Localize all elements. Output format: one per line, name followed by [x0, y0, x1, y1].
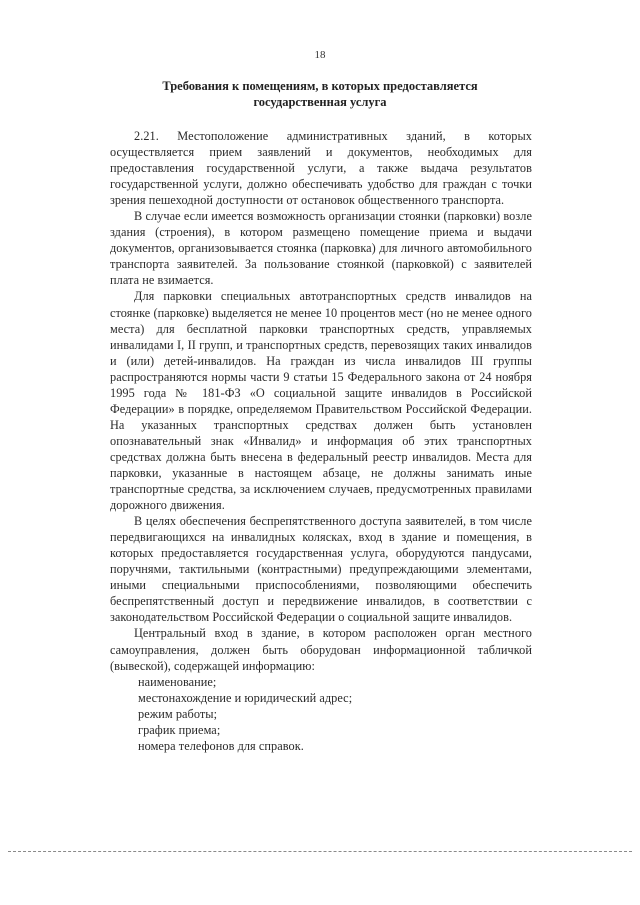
list-item: местонахождение и юридический адрес;: [138, 690, 353, 705]
paragraph-parking: В случае если имеется возможность организации стоянки (парковки) возле здания (строения), в котором размещено помещение приема и выдачи документов, организовывается стоянка (парковка) для личного автомобильного транспорта заявителей. За пользование стоянкой (парковкой) с заявителей плата не взимается.: [110, 209, 532, 288]
list-item: наименование;: [138, 674, 217, 689]
paragraph-entrance-sign: Центральный вход в здание, в котором расположен орган местного самоуправления, должен быть оборудован информационной табличкой (вывеской), содержащей информацию:: [110, 626, 532, 673]
list-item: график приема;: [138, 722, 221, 737]
paragraph-accessibility: В целях обеспечения беспрепятственного доступа заявителей, в том числе передвигающихся на инвалидных колясках, вход в здание и помещения, в которых предоставляется государственная услуга, оборудуются пандусами, поручнями, тактильными (контрастными) предупреждающими элементами, иными специальными приспособлениями, позволяющими обеспечить беспрепятственный доступ и передвижение инвалидов, в соответствии с законодательством Российской Федерации о социальной защите инвалидов.: [110, 514, 532, 625]
section-title: [100, 78, 540, 110]
sign-info-list: [110, 674, 532, 754]
body-text: [110, 128, 532, 754]
bottom-divider: [8, 851, 632, 852]
paragraph-disabled-parking: Для парковки специальных автотранспортных средств инвалидов на стоянке (парковке) выделяется не менее 10 процентов мест (но не менее одного места) для бесплатной парковки транспортных средств, управляемых инвалидами I, II групп, и транспортных средств, перевозящих таких инвалидов и (или) детей-инвалидов. На граждан из числа инвалидов III группы распространяются нормы части 9 статьи 15 Федерального закона от 24 ноября 1995 года № 181-ФЗ «О социальной защите инвалидов в Российской Федерации» в порядке, определяемом Правительством Российской Федерации. На указанных транспортных средствах должен быть установлен опознавательный знак «Инвалид» и информация об этих транспортных средствах должна быть внесена в федеральный реестр инвалидов. Места для парковки, указанные в настоящем абзаце, не должны занимать иные транспортные средства, за исключением случаев, предусмотренных правилами дорожного движения.: [110, 289, 532, 513]
paragraph-2-21: 2.21. Местоположение административных зданий, в которых осуществляется прием заявлений и документов, необходимых для предоставления государственной услуги, а также выдача результатов государственной услуги, должно обеспечивать удобство для граждан с точки зрения пешеходной доступности от остановок общественного транспорта.: [110, 129, 532, 208]
page-number: 18: [314, 49, 326, 61]
list-item: режим работы;: [138, 706, 218, 721]
section-title-line-2: государственная услуга: [253, 95, 387, 109]
list-item: номера телефонов для справок.: [138, 738, 304, 753]
section-title-line-1: Требования к помещениям, в которых предоставляется: [162, 79, 478, 93]
